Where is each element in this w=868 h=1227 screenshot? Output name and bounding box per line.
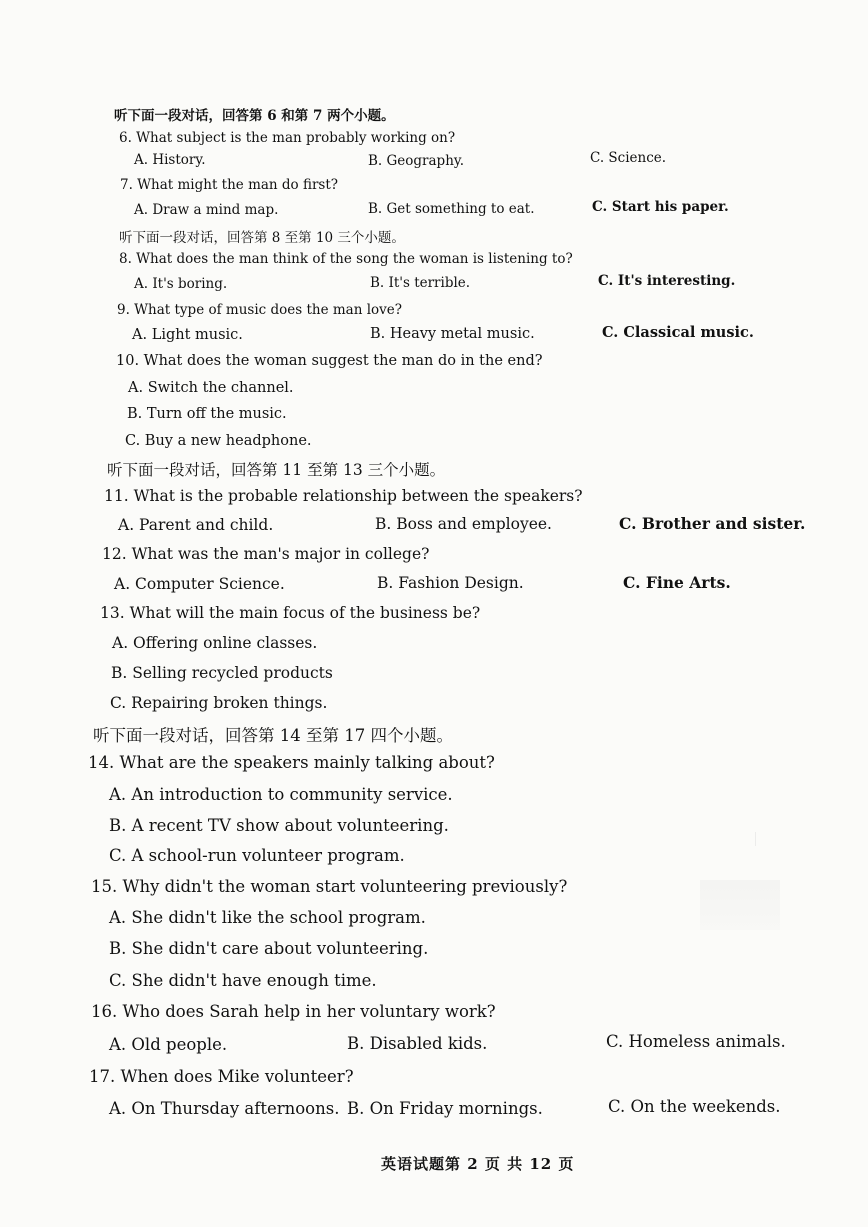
q13-option-b: B. Selling recycled products [111, 664, 333, 682]
question-17: 17. When does Mike volunteer? [89, 1067, 354, 1086]
q14-option-a: A. An introduction to community service. [109, 785, 453, 804]
q17-option-b: B. On Friday mornings. [347, 1099, 543, 1118]
q16-option-a: A. Old people. [109, 1035, 228, 1054]
question-15: 15. Why didn't the woman start volunteering previously? [91, 877, 568, 896]
q8-option-a: A. It's boring. [134, 276, 228, 292]
scan-artifact [755, 832, 786, 846]
q7-option-c: C. Start his paper. [592, 199, 729, 215]
question-11: 11. What is the probable relationship between the speakers? [104, 487, 583, 505]
q12-option-b: B. Fashion Design. [377, 574, 524, 592]
q12-option-a: A. Computer Science. [114, 575, 285, 593]
q14-option-c: C. A school-run volunteer program. [109, 846, 405, 865]
section-instruction: 听下面一段对话，回答第 8 至第 10 三个小题。 [119, 230, 405, 246]
question-7: 7. What might the man do first? [120, 177, 339, 193]
q13-option-c: C. Repairing broken things. [110, 694, 328, 712]
q10-option-a: A. Switch the channel. [128, 380, 294, 396]
q17-option-a: A. On Thursday afternoons. [109, 1099, 340, 1118]
q9-option-c: C. Classical music. [602, 324, 754, 341]
q10-option-b: B. Turn off the music. [127, 406, 287, 422]
section-instruction: 听下面一段对话，回答第 6 和第 7 两个小题。 [114, 108, 395, 124]
q13-option-a: A. Offering online classes. [112, 634, 318, 652]
q8-option-b: B. It's terrible. [370, 275, 471, 291]
q9-option-b: B. Heavy metal music. [370, 326, 535, 342]
q16-option-b: B. Disabled kids. [347, 1034, 488, 1053]
question-8: 8. What does the man think of the song the woman is listening to? [119, 251, 573, 267]
scan-artifact [700, 880, 780, 930]
q15-option-c: C. She didn't have enough time. [109, 971, 377, 990]
q15-option-b: B. She didn't care about volunteering. [109, 939, 429, 958]
section-instruction: 听下面一段对话，回答第 11 至第 13 三个小题。 [107, 461, 446, 479]
q6-option-c: C. Science. [590, 150, 667, 166]
q11-option-a: A. Parent and child. [118, 516, 274, 534]
q12-option-c: C. Fine Arts. [623, 573, 731, 592]
q7-option-b: B. Get something to eat. [368, 201, 535, 217]
q17-option-c: C. On the weekends. [608, 1097, 781, 1116]
question-13: 13. What will the main focus of the business be? [100, 604, 481, 622]
q15-option-a: A. She didn't like the school program. [109, 908, 426, 927]
q10-option-c: C. Buy a new headphone. [125, 433, 312, 449]
question-6: 6. What subject is the man probably working on? [119, 130, 456, 146]
question-10: 10. What does the woman suggest the man do in the end? [116, 353, 543, 369]
q7-option-a: A. Draw a mind map. [134, 202, 279, 218]
q6-option-a: A. History. [134, 152, 206, 168]
q6-option-b: B. Geography. [368, 153, 465, 169]
question-14: 14. What are the speakers mainly talking about? [88, 753, 495, 772]
section-instruction: 听下面一段对话，回答第 14 至第 17 四个小题。 [93, 726, 453, 745]
q11-option-c: C. Brother and sister. [619, 514, 806, 533]
question-12: 12. What was the man's major in college? [102, 545, 430, 563]
q16-option-c: C. Homeless animals. [606, 1032, 786, 1051]
q11-option-b: B. Boss and employee. [375, 515, 552, 533]
page-footer: 英语试题第 2 页 共 12 页 [381, 1155, 575, 1173]
q8-option-c: C. It's interesting. [598, 273, 736, 289]
question-16: 16. Who does Sarah help in her voluntary work? [91, 1002, 496, 1021]
q14-option-b: B. A recent TV show about volunteering. [109, 816, 449, 835]
q9-option-a: A. Light music. [132, 327, 243, 343]
question-9: 9. What type of music does the man love? [117, 302, 403, 318]
